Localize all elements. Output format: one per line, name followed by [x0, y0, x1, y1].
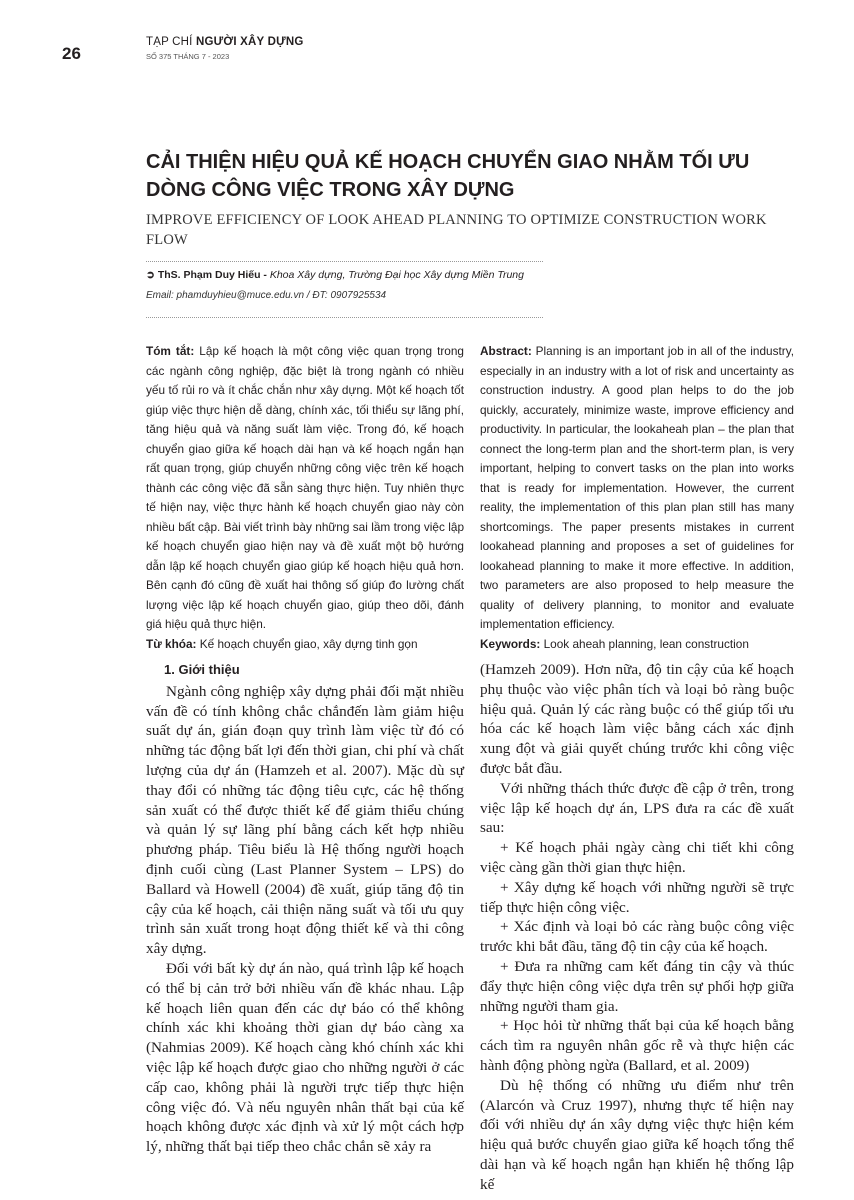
list-item: + Đưa ra những cam kết đáng tin cậy và thúc đẩy thực hiện công việc dựa trên sự phối hợp giữa những người tham gia. — [480, 957, 794, 1015]
journal-prefix: TẠP CHÍ — [146, 36, 196, 48]
abstract-vi-text: Lập kế hoạch là một công việc quan trọng trong các ngành công nghiệp, đặc biệt là trong ngành có nhiều yếu tố rủi ro và ít chắc chắn như xây dựng. Một kế hoạch tốt giúp việc thực hiện dễ dàng, chính xác, tối thiểu sự lãng phí, tăng hiệu quả và năng suất làm việc. Trong đó, kế hoạch chuyển giao giữa kế hoạch dài hạn và kế hoạch ngắn hạn rất quan trọng, giúp chuyển những công việc trên kế hoạch thành các công việc đã sẵn sàng thực hiện. Tuy nhiên thực tế hiện nay, việc thực hành kế hoạch chuyển giao này còn nhiều bất cập. Bài viết trình bày những sai lầm trong việc lập kế hoạch chuyển giao hiện nay và đề xuất một bộ hướng dẫn lập kế hoạch chuyển giao giúp kế hoạch hiệu quả hơn. Bên cạnh đó cũng đề xuất hai thông số giúp đo lường chất lượng việc lập kế hoạch chuyển giao, giúp theo dõi, đánh giá hiệu quả thực hiện. — [146, 344, 464, 631]
body-paragraph: (Hamzeh 2009). Hơn nữa, độ tin cậy của kế hoạch phụ thuộc vào việc phân tích và loại bỏ ràng buộc hiệu quả. Quản lý các ràng buộc có thể giúp tối ưu hóa các kế hoạch làm việc bằng cách xác định xung đột và giải quyết chúng trước khi công việc được bắt đầu. — [480, 661, 794, 777]
journal-name — [146, 36, 303, 48]
list-item: + Xây dựng kế hoạch với những người sẽ trực tiếp thực hiện công việc. — [480, 878, 794, 916]
abstract-en-body — [480, 342, 794, 635]
author-contact: Email: phamduyhieu@muce.edu.vn / ĐT: 0907925534 — [146, 290, 387, 301]
keywords-en-label: Keywords: — [480, 636, 541, 651]
author-line — [146, 269, 524, 281]
journal-issue: SỐ 375 THÁNG 7 - 2023 — [146, 52, 230, 61]
keywords-vi-text: Kế hoạch chuyển giao, xây dựng tinh gọn — [196, 636, 418, 651]
keywords-vi — [146, 635, 464, 655]
author-arrow-icon: ➲ — [146, 269, 155, 281]
body-column-left — [146, 660, 464, 1157]
body-paragraph: Với những thách thức được đề cập ở trên, trong việc lập kế hoạch dự án, LPS đưa ra các đề xuất sau: — [480, 779, 794, 837]
journal-title: NGƯỜI XÂY DỰNG — [195, 36, 304, 48]
body-paragraph: Đối với bất kỳ dự án nào, quá trình lập kế hoạch có thể bị cản trở bởi nhiều vấn đề khác nhau. Lập kế hoạch liên quan đến các dự báo có thể không chính xác khi khoảng thời gian dự báo càng xa (Nahmias 2009). Kế hoạch càng khó chính xác khi việc lập kế hoạch được giao cho những người ở các cấp cao, không phải là người trực tiếp thực hiện công việc đó. Và nếu nguyên nhân thất bại của kế hoạch không được xác định và xử lý một cách hợp lý, những thất bại tiếp theo chắc chắn sẽ xảy ra — [146, 959, 464, 1156]
abstract-en-text: Planning is an important job in all of the industry, especially in an industry with a lot of risk and uncertainty as construction industry. A good plan helps to do the job quickly, accurately, minimize waste, improve efficiency and productivity. In particular, the lookaheah plan – the plan that connect the long-term plan and the short-term plan, is very important, helping to convert tasks on the plan into works that is ready for implementation. However, the current reality, the implementation of this plan plan still has many shortcomings. The paper presents mistakes in current lookahead planning and proposes a set of guidelines for lookahead planning to make it more effective. In addition, two parameters are also proposed to help measure the quality of delivery planning, to monitor and evaluate implementation efficiency. — [480, 344, 794, 631]
divider-top — [146, 261, 543, 262]
list-item: + Học hỏi từ những thất bại của kế hoạch bằng cách tìm ra nguyên nhân gốc rễ và thực hiện các hành động phòng ngừa (Ballard, et al. 2009) — [480, 1017, 794, 1074]
divider-bottom — [146, 317, 543, 318]
body-paragraph: Dù hệ thống có những ưu điểm như trên (Alarcón và Cruz 1997), nhưng thực tế hiện nay đối với nhiều dự án xây dựng việc thực hiện kém hiệu quả bước chuyển giao giữa kế hoạch tổng thể dài hạn và kế hoạch ngắn hạn khiến hệ thống lập kế — [480, 1076, 794, 1193]
article-title-vi: CẢI THIỆN HIỆU QUẢ KẾ HOẠCH CHUYỂN GIAO NHẰM TỐI ƯU DÒNG CÔNG VIỆC TRONG XÂY DỰNG — [146, 151, 750, 201]
body-column-right — [480, 660, 794, 1195]
body-paragraph: Ngành công nghiệp xây dựng phải đối mặt nhiều vấn đề có tính không chắc chắnđến làm giảm hiệu suất dự án, gián đoạn quy trình làm việc từ đó có những tác động bất lợi đến thời gian, chi phí và chất lượng của dự án (Hamzeh et al. 2007). Mặc dù sự thay đổi có những tác động tiêu cực, các hệ thống sản xuất có thể được thiết kế để giảm thiểu chúng và quản lý sự lãng phí bằng cách kết hợp nhiều phương pháp. Tiêu biểu là Hệ thống người hoạch định cuối cùng (Last Planner System – LPS) do Ballard và Howell (2004) đề xuất, giúp tăng độ tin cậy của kế hoạch, cải thiện năng suất và tối ưu quy trình sản xuất trong hoạt động thiết kế và thi công xây dựng. — [146, 682, 464, 958]
keywords-vi-label: Từ khóa: — [146, 636, 197, 651]
list-item: + Kế hoạch phải ngày càng chi tiết khi công việc càng gần thời gian thực hiện. — [480, 839, 794, 876]
section-heading: 1. Giới thiệu — [164, 662, 240, 677]
author-affiliation: Khoa Xây dựng, Trường Đại học Xây dựng Miền Trung — [266, 269, 524, 281]
list-item: + Xác định và loại bỏ các ràng buộc công việc trước khi bắt đầu, tăng độ tin cậy của kế hoạch. — [480, 918, 794, 956]
abstract-vi — [146, 342, 464, 654]
abstract-vi-label: Tóm tắt: — [146, 344, 195, 358]
abstract-en — [480, 342, 794, 654]
abstract-vi-body — [146, 342, 464, 635]
abstract-en-label: Abstract: — [480, 344, 532, 358]
article-title-en: IMPROVE EFFICIENCY OF LOOK AHEAD PLANNING TO OPTIMIZE CONSTRUCTION WORK FLOW — [146, 212, 767, 248]
keywords-en — [480, 635, 794, 655]
page-number: 26 — [62, 44, 81, 63]
author-name: ThS. Phạm Duy Hiếu - — [157, 269, 267, 281]
keywords-en-text: Look aheah planning, lean construction — [540, 636, 749, 651]
